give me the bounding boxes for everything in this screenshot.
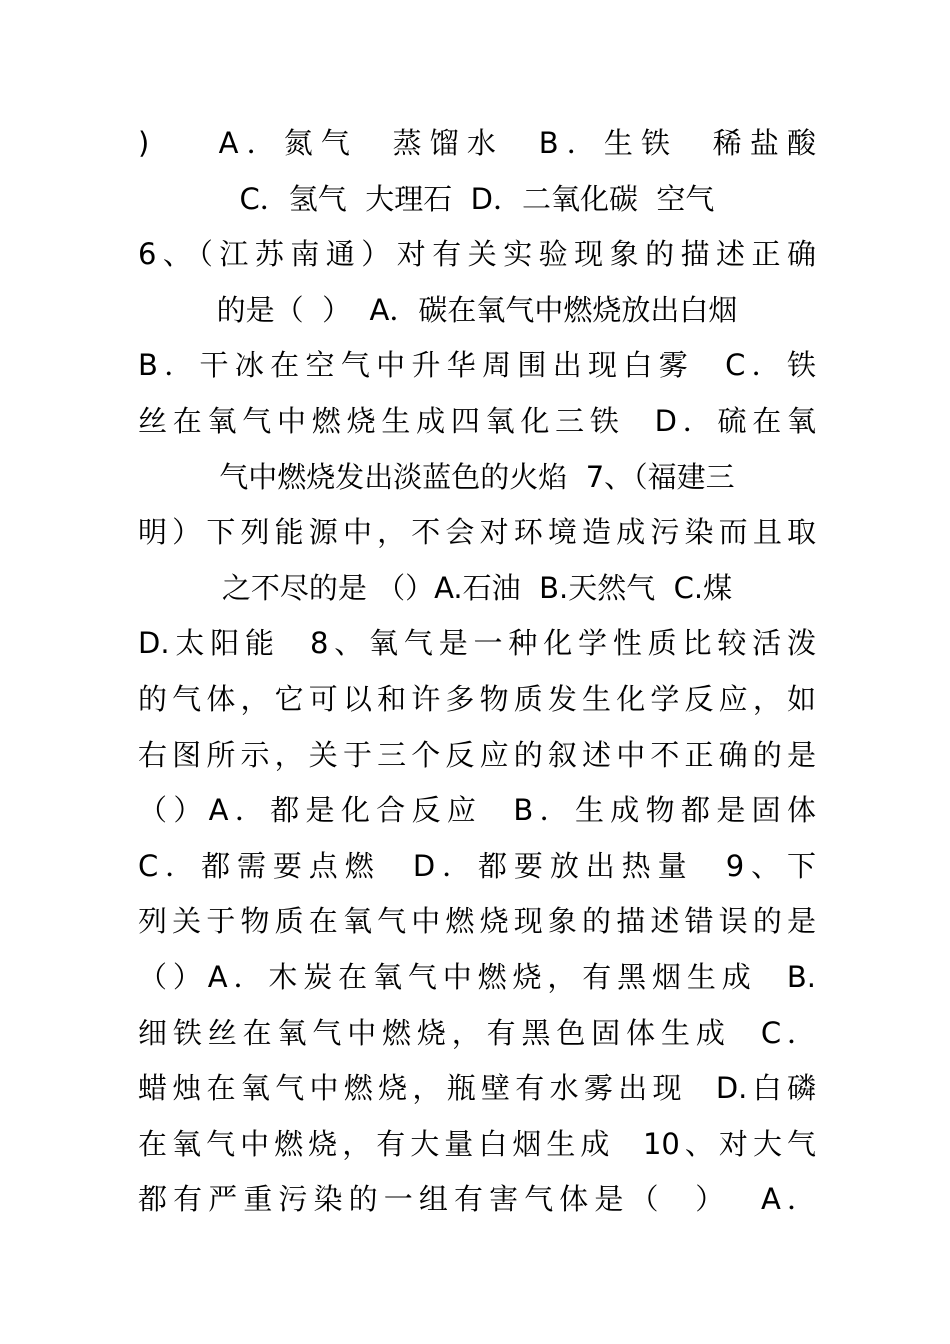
text-line: 右图所示，关于三个反应的叙述中不正确的是	[138, 737, 816, 772]
text-line: ) A．氮气 蒸馏水 B．生铁 稀盐酸	[138, 126, 816, 160]
text-line: 之不尽的是 （）A.石油 B.天然气 C.煤	[221, 570, 733, 605]
text-line: 都有严重污染的一组有害气体是（ ） A．	[138, 1182, 816, 1217]
text-line: 的是（ ） A．碳在氧气中燃烧放出白烟	[216, 292, 738, 327]
text-line: 明）下列能源中，不会对环境造成污染而且取	[138, 515, 816, 550]
question-text-block	[138, 116, 816, 1228]
text-line: B．干冰在空气中升华周围出现白雾 C．铁	[138, 348, 816, 383]
text-line: 6、（江苏南通）对有关实验现象的描述正确	[138, 237, 816, 272]
text-line: 在氧气中燃烧，有大量白烟生成 10、对大气	[138, 1126, 816, 1161]
text-line: （）A．木炭在氧气中燃烧，有黑烟生成 B.	[138, 959, 816, 994]
text-line: 列关于物质在氧气中燃烧现象的描述错误的是	[138, 904, 816, 939]
text-line: 蜡烛在氧气中燃烧，瓶壁有水雾出现 D.白磷	[138, 1071, 816, 1106]
text-line: 气中燃烧发出淡蓝色的火焰 7、（福建三	[219, 459, 735, 494]
text-line: （）A．都是化合反应 B．生成物都是固体	[138, 793, 816, 828]
text-line: C．氢气 大理石 D．二氧化碳 空气	[239, 181, 715, 216]
text-line: 丝在氧气中燃烧生成四氧化三铁 D．硫在氧	[138, 403, 816, 438]
text-line: C．都需要点燃 D．都要放出热量 9、下	[138, 848, 816, 883]
text-line: 细铁丝在氧气中燃烧，有黑色固体生成 C．	[138, 1015, 816, 1050]
text-line: D.太阳能 8、氧气是一种化学性质比较活泼	[138, 626, 816, 661]
text-line: 的气体，它可以和许多物质发生化学反应，如	[138, 681, 816, 716]
